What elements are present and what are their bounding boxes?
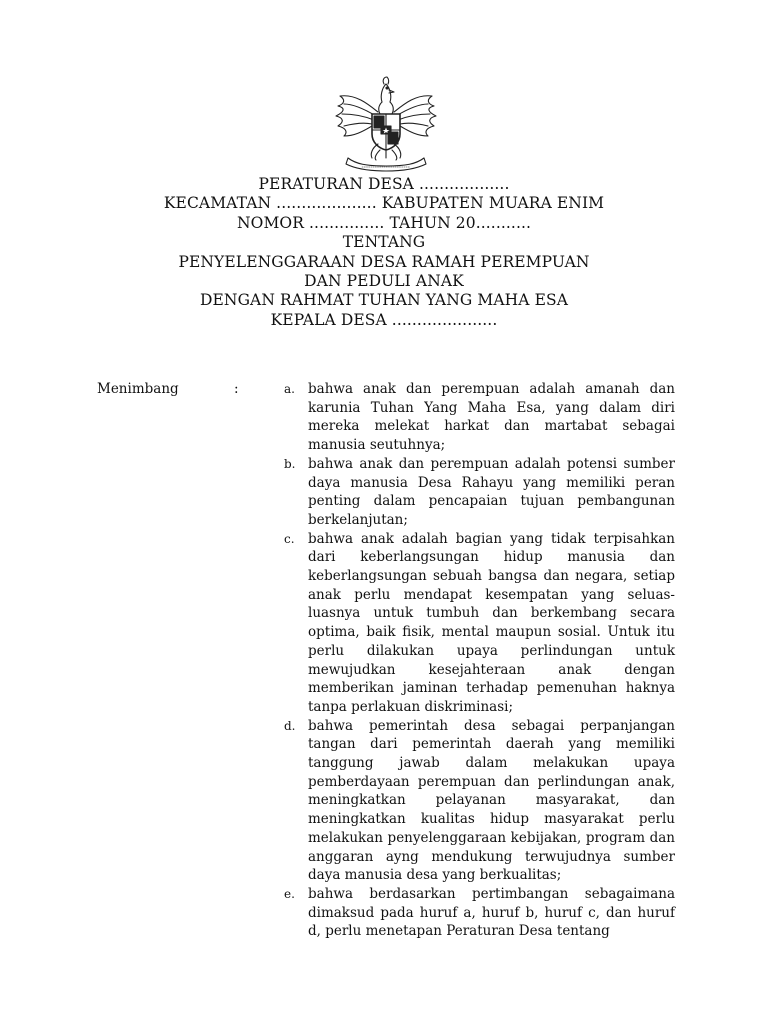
title-line-6: DAN PEDULI ANAK	[304, 272, 464, 291]
list-item	[282, 885, 682, 941]
considering-colon: :	[234, 381, 239, 397]
item-letter: d.	[284, 718, 296, 733]
garuda-emblem-icon	[332, 74, 440, 172]
list-item	[282, 530, 682, 717]
title-line-3: NOMOR ............... TAHUN 20...........	[236, 213, 532, 232]
item-letter: b.	[284, 456, 296, 471]
item-letter: e.	[284, 886, 295, 901]
item-text: bahwa berdasarkan pertimbangan sebagaimana dimaksud pada huruf a, huruf b, huruf c, dan huruf d, perlu menetapan Peraturan Desa tentang	[308, 885, 675, 940]
title-line-4: TENTANG	[342, 233, 426, 252]
item-text: bahwa anak adalah bagian yang tidak terpisahkan dari keberlangsungan hidup manusia dan keberlangsungan sebuah bangsa dan negara, setiap anak perlu mendapat kesempatan yang seluas-luasnya untuk tumbuh dan berkembang secara optima, baik fisik, mental maupun sosial. Untuk itu perlu dilakukan upaya perlindungan untuk mewujudkan kesejahteraan anak dengan memberikan jaminan terhadap pemenuhan haknya tanpa perlakuan diskriminasi;	[308, 530, 675, 715]
considering-list	[282, 380, 682, 941]
list-item	[282, 717, 682, 885]
item-text: bahwa pemerintah desa sebagai perpanjangan tangan dari pemerintah daerah yang memiliki tanggung jawab dalam melakukan upaya pemberdayaan perempuan dan perlindungan anak, meningkatkan pelayanan masyarakat, dan meningkatkan kualitas hidup masyarakat perlu melakukan penyelenggaraan kebijakan, program dan anggaran ayng mendukung terwujudnya sumber daya manusia desa yang berkualitas;	[308, 717, 675, 884]
list-item	[282, 455, 682, 530]
item-text: bahwa anak dan perempuan adalah amanah dan karunia Tuhan Yang Maha Esa, yang dalam diri mereka melekat harkat dan martabat sebagai manusia seutuhnya;	[308, 381, 675, 454]
title-line-1: PERATURAN DESA ..................	[258, 175, 510, 193]
title-line-5: PENYELENGGARAAN DESA RAMAH PEREMPUAN	[178, 252, 590, 271]
title-line-7: DENGAN RAHMAT TUHAN YANG MAHA ESA	[199, 291, 569, 310]
item-letter: c.	[284, 531, 295, 546]
item-text: bahwa anak dan perempuan adalah potensi sumber daya manusia Desa Rahayu yang memiliki peran penting dalam pencapaian tujuan pembangunan berkelanjutan;	[308, 455, 675, 528]
regulation-title-block	[60, 175, 708, 330]
item-letter: a.	[284, 382, 295, 396]
title-line-8: KEPALA DESA .....................	[270, 310, 498, 329]
list-item	[282, 380, 682, 455]
title-line-2: KECAMATAN .................... KABUPATEN MUARA ENIM	[163, 194, 605, 213]
considering-label: Menimbang	[97, 381, 179, 397]
